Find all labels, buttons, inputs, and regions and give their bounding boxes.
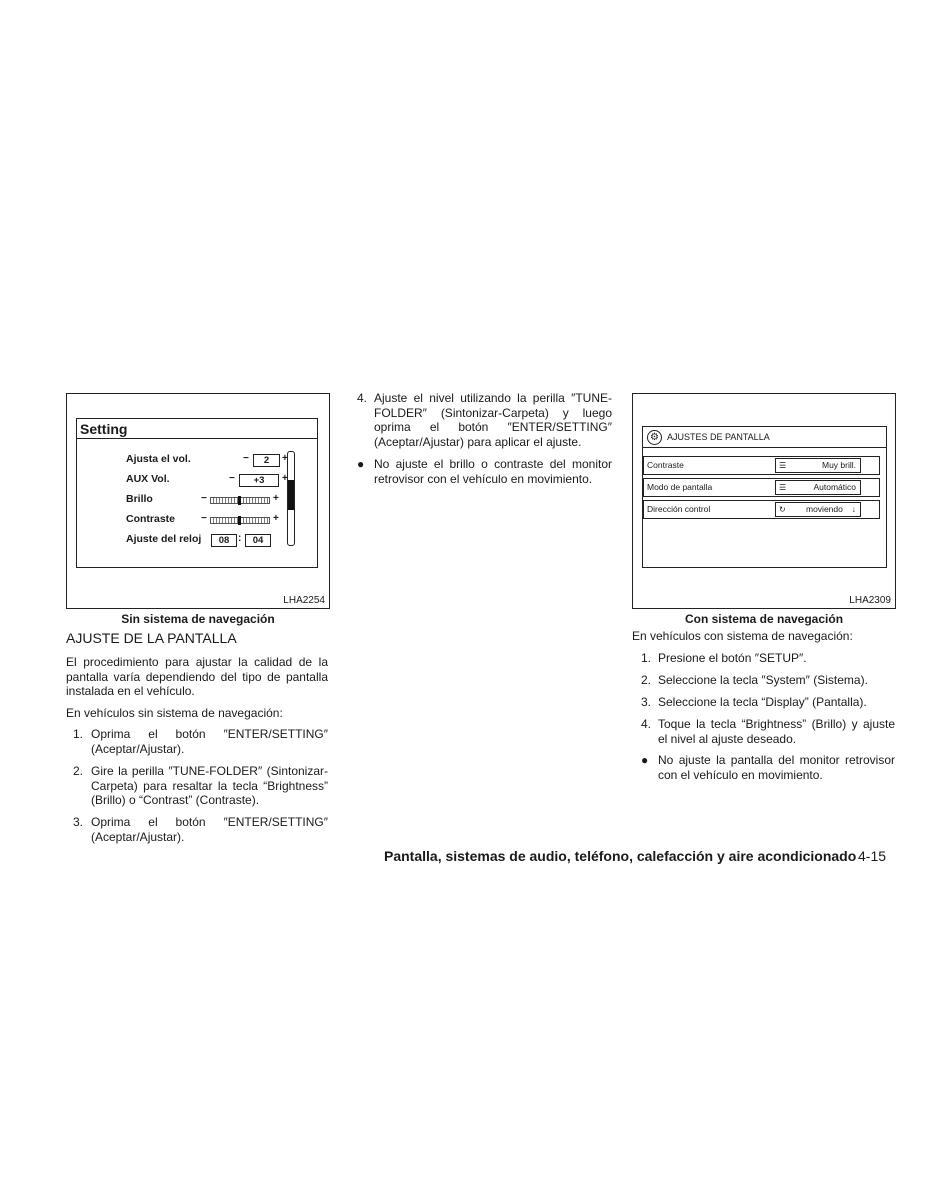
gear-icon: ⚙ bbox=[647, 430, 662, 445]
setting-value-box bbox=[775, 458, 861, 473]
arrow-down-icon: ↓ bbox=[851, 504, 856, 514]
minus-sign: − bbox=[201, 513, 207, 524]
figure-settings-no-nav bbox=[66, 393, 330, 609]
setting-value: Muy brill. bbox=[821, 460, 856, 470]
row-label-aux-volume: AUX Vol. bbox=[126, 473, 170, 485]
minus-sign: − bbox=[201, 493, 207, 504]
scrollbar-thumb bbox=[288, 480, 294, 510]
item-text: Seleccione la tecla “Display” (Pantalla). bbox=[658, 695, 867, 709]
figure-code: LHA2254 bbox=[283, 595, 325, 606]
setting-value-box bbox=[775, 480, 861, 495]
figure-caption: Con sistema de navegación bbox=[684, 612, 844, 626]
slider-knob bbox=[238, 516, 241, 525]
item-number: 2. bbox=[73, 764, 84, 778]
item-number: 4. bbox=[641, 717, 652, 731]
row-label-clock: Ajuste del reloj bbox=[126, 533, 202, 545]
item-number: 1. bbox=[641, 651, 652, 665]
plus-sign: + bbox=[273, 513, 279, 524]
setting-value: Automático bbox=[813, 482, 856, 492]
paragraph: El procedimiento para ajustar la calidad de la pantalla varía dependiendo del tipo de pantalla instalada en el vehículo. bbox=[66, 655, 328, 698]
scrollbar bbox=[287, 451, 295, 546]
minus-sign: − bbox=[229, 473, 235, 484]
setting-row-contrast bbox=[643, 456, 880, 475]
item-text: Gire la perilla ″TUNE-FOLDER″ (Sintonizar-Carpeta) para resaltar la tecla “Brightness” (Brillo) o “Contrast” (Contraste). bbox=[91, 764, 328, 807]
item-text: Toque la tecla “Brightness” (Brillo) y ajuste el nivel al ajuste deseado. bbox=[658, 717, 895, 746]
item-number: 3. bbox=[641, 695, 652, 709]
item-number: 3. bbox=[73, 815, 84, 829]
settings-screen bbox=[642, 426, 887, 568]
screen-header bbox=[643, 427, 886, 448]
aux-volume-value: +3 bbox=[239, 474, 279, 487]
list-item bbox=[641, 753, 895, 782]
item-text: Seleccione la tecla ″System″ (Sistema). bbox=[658, 673, 868, 687]
item-text: Presione el botón ″SETUP″. bbox=[658, 651, 807, 665]
list-item bbox=[641, 695, 895, 710]
list-item bbox=[641, 673, 895, 688]
list-item bbox=[73, 727, 328, 756]
row-label-brightness: Brillo bbox=[126, 493, 153, 505]
volume-value: 2 bbox=[253, 454, 280, 467]
row-label-contrast: Contraste bbox=[126, 513, 176, 525]
list-item bbox=[357, 391, 612, 449]
settings-screen bbox=[76, 418, 318, 568]
setting-value: moviendo bbox=[806, 504, 843, 514]
contrast-slider bbox=[210, 517, 270, 524]
bullet: ● bbox=[641, 753, 649, 767]
list-item bbox=[641, 717, 895, 746]
level-icon: ☰ bbox=[779, 483, 787, 492]
item-text: Oprima el botón ″ENTER/SETTING″ (Aceptar/Ajustar). bbox=[91, 727, 328, 756]
page-number: 4-15 bbox=[858, 848, 887, 864]
figure-caption: Sin sistema de navegación bbox=[121, 612, 275, 626]
setting-row-control-direction bbox=[643, 500, 880, 519]
plus-sign: + bbox=[273, 493, 279, 504]
item-text: Oprima el botón ″ENTER/SETTING″ (Aceptar/Ajustar). bbox=[91, 815, 328, 844]
figure-settings-nav bbox=[632, 393, 896, 609]
setting-row-display-mode bbox=[643, 478, 880, 497]
item-text: No ajuste la pantalla del monitor retrovisor con el vehículo en movimiento. bbox=[658, 753, 895, 782]
setting-label: Contraste bbox=[647, 460, 684, 470]
rotate-icon: ↻ bbox=[779, 505, 786, 514]
clock-hour: 08 bbox=[211, 534, 237, 547]
clock-minute: 04 bbox=[245, 534, 271, 547]
paragraph: En vehículos con sistema de navegación: bbox=[632, 629, 853, 643]
slider-knob bbox=[238, 496, 241, 505]
brightness-slider bbox=[210, 497, 270, 504]
level-icon: ☰ bbox=[779, 461, 787, 470]
minus-sign: − bbox=[243, 453, 249, 464]
footer-chapter-title: Pantalla, sistemas de audio, teléfono, calefacción y aire acondicionado bbox=[384, 848, 857, 864]
list-item bbox=[357, 457, 612, 486]
plus-sign: + bbox=[282, 453, 288, 464]
clock-separator: : bbox=[238, 533, 242, 544]
list-item bbox=[73, 764, 328, 808]
figure-code: LHA2309 bbox=[849, 595, 891, 606]
item-number: 1. bbox=[73, 727, 84, 741]
item-number: 2. bbox=[641, 673, 652, 687]
paragraph: En vehículos sin sistema de navegación: bbox=[66, 706, 283, 720]
screen-title: AJUSTES DE PANTALLA bbox=[667, 432, 770, 442]
plus-sign: + bbox=[282, 473, 288, 484]
setting-value-box bbox=[775, 502, 861, 517]
bullet: ● bbox=[357, 457, 365, 471]
list-item bbox=[73, 815, 328, 844]
item-number: 4. bbox=[357, 391, 368, 405]
item-text: No ajuste el brillo o contraste del monitor retrovisor con el vehículo en movimiento. bbox=[374, 457, 612, 486]
row-label-volume: Ajusta el vol. bbox=[126, 453, 191, 465]
setting-label: Modo de pantalla bbox=[647, 482, 713, 492]
section-heading: AJUSTE DE LA PANTALLA bbox=[66, 630, 237, 646]
list-item bbox=[641, 651, 895, 666]
setting-label: Dirección control bbox=[647, 504, 711, 514]
screen-title: Setting bbox=[77, 419, 317, 439]
item-text: Ajuste el nivel utilizando la perilla ″TUNE-FOLDER″ (Sintonizar-Carpeta) y luego oprima el botón ″ENTER/SETTING″ (Aceptar/Ajustar) para aplicar el ajuste. bbox=[374, 391, 612, 449]
